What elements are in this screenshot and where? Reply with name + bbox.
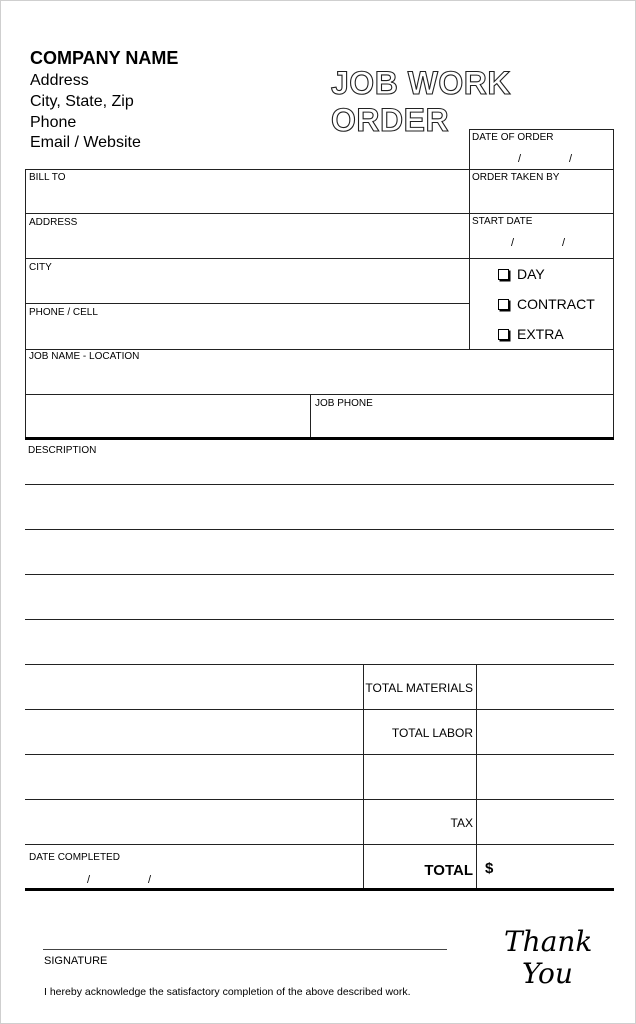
checkbox-day-label: DAY [517,266,545,282]
company-address: Address [30,72,89,89]
total-materials-label: TOTAL MATERIALS [365,681,473,695]
description-line-4[interactable] [25,619,614,620]
company-city-state-zip: City, State, Zip [30,93,134,110]
total-label: TOTAL [424,862,473,879]
start-date-slash-1[interactable]: / [511,237,515,249]
checkbox-icon [498,269,509,280]
totals-bottom-line [25,888,614,891]
form-title: JOB WORK ORDER [331,65,511,138]
checkbox-extra[interactable] [498,326,564,342]
start-date-label: START DATE [472,216,533,227]
totals-line-4 [25,844,614,845]
description-line-3[interactable] [25,574,614,575]
total-currency-symbol: $ [485,860,494,877]
signature-label: SIGNATURE [44,955,108,967]
date-of-order-slash-1[interactable]: / [518,153,522,165]
company-phone: Phone [30,114,77,131]
checkbox-extra-label: EXTRA [517,326,564,342]
description-line-1[interactable] [25,484,614,485]
phone-top-line [25,303,470,304]
tax-label: TAX [450,816,473,830]
job-phone-label: JOB PHONE [315,398,373,409]
checkbox-icon [498,329,509,340]
job-phone-top-line [25,394,614,395]
checkbox-contract-label: CONTRACT [517,296,595,312]
company-email-website: Email / Website [30,134,141,151]
acknowledgement-text: I hereby acknowledge the satisfactory completion of the above described work. [44,986,411,998]
job-name-location-label: JOB NAME - LOCATION [29,351,140,362]
totals-line-2 [25,754,614,755]
job-phone-divider [310,394,311,439]
address-top-line [25,213,614,214]
description-line-5[interactable] [25,664,614,665]
job-name-top-line [25,349,614,350]
city-top-line [25,258,614,259]
address-label: ADDRESS [29,217,78,228]
date-of-order-top-line [469,129,614,130]
order-taken-by-label: ORDER TAKEN BY [472,172,560,183]
totals-line-1 [25,709,614,710]
checkbox-day[interactable] [498,266,545,282]
totals-label-divider [363,664,364,890]
signature-line[interactable] [43,949,447,950]
totals-line-3 [25,799,614,800]
city-label: CITY [29,262,52,273]
total-labor-label: TOTAL LABOR [391,726,473,740]
bill-to-top-line [25,169,614,170]
header-bottom-line [25,437,614,440]
checkbox-contract[interactable] [498,296,595,312]
phone-cell-label: PHONE / CELL [29,307,98,318]
date-completed-label: DATE COMPLETED [29,852,120,863]
bill-to-label: BILL TO [29,172,66,183]
totals-value-divider [476,664,477,890]
right-border [613,129,614,439]
description-label: DESCRIPTION [28,445,97,456]
right-column-divider [469,129,470,349]
date-of-order-slash-2[interactable]: / [569,153,573,165]
start-date-slash-2[interactable]: / [562,237,566,249]
company-name: COMPANY NAME [30,48,179,68]
you-text: You [522,957,573,990]
description-line-2[interactable] [25,529,614,530]
thank-text: Thank [504,925,593,958]
date-completed-slash-1[interactable]: / [87,874,91,886]
date-of-order-label: DATE OF ORDER [472,132,554,143]
checkbox-icon [498,299,509,310]
date-completed-slash-2[interactable]: / [148,874,152,886]
left-border [25,169,26,439]
